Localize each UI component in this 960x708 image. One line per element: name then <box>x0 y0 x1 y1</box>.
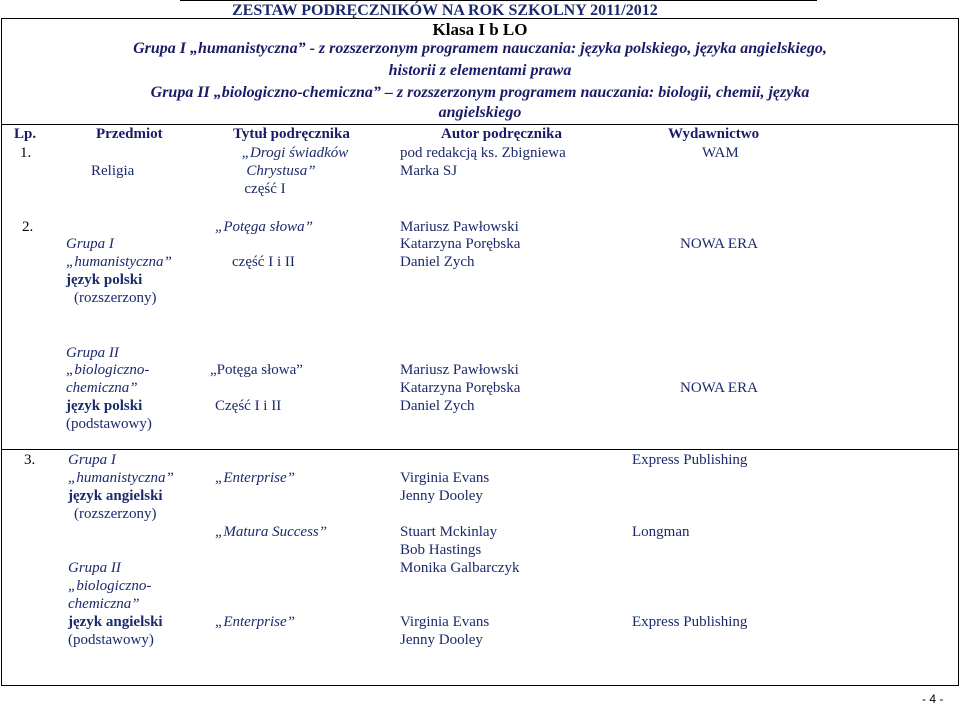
row2b-title-2: Część I i II <box>215 398 282 414</box>
row2-lp: 2. <box>22 219 34 235</box>
row3-author-3: Stuart Mckinlay <box>400 524 498 540</box>
row2b-author-2: Katarzyna Porębska <box>400 380 521 396</box>
row3-publisher-3: Express Publishing <box>632 614 748 630</box>
table-bottom-border <box>1 685 959 686</box>
row2-author-1: Mariusz Pawłowski <box>400 219 519 235</box>
row2b-author-3: Daniel Zych <box>400 398 475 414</box>
group2-description-cont: angielskiego <box>438 104 522 121</box>
row2-subject-2: „humanistyczna” <box>66 254 172 270</box>
row3-author-4: Bob Hastings <box>400 542 482 558</box>
column-header-title: Tytuł podręcznika <box>233 126 350 142</box>
row2b-publisher: NOWA ERA <box>680 380 758 396</box>
row2-title-2: część I i II <box>232 254 295 270</box>
row2-author-2: Katarzyna Porębska <box>400 236 521 252</box>
row3-publisher-1: Express Publishing <box>632 452 748 468</box>
row1-publisher: WAM <box>702 145 739 161</box>
row1-title-1: „Drogi świadków <box>241 145 349 161</box>
table-line-header <box>1 124 959 125</box>
row3-title-1: „Enterprise” <box>215 470 296 486</box>
group2-description: Grupa II „biologiczno-chemiczna” – z rozszerzonym programem nauczania: biologii, chemii, języka <box>150 84 810 101</box>
row2-subject-1: Grupa I <box>66 236 114 252</box>
row3-subject-8: język angielski <box>68 614 163 630</box>
row3-subject-3: język angielski <box>68 488 163 504</box>
table-top-border <box>180 0 817 1</box>
row3-title-3: „Enterprise” <box>215 614 296 630</box>
page-number: - 4 - <box>922 692 944 706</box>
group1-description-cont: historii z elementami prawa <box>388 62 572 79</box>
row3-author-1: Virginia Evans <box>400 470 490 486</box>
row2b-subject-1: Grupa II <box>66 345 119 361</box>
row3-lp: 3. <box>24 452 36 468</box>
row3-publisher-2: Longman <box>632 524 690 540</box>
row1-title-2: Chrystusa” <box>246 163 316 179</box>
row3-subject-4: (rozszerzony) <box>74 506 157 522</box>
column-header-publisher: Wydawnictwo <box>668 126 760 142</box>
row1-subject: Religia <box>91 163 135 179</box>
class-name: Klasa I b LO <box>432 20 528 39</box>
row2b-author-1: Mariusz Pawłowski <box>400 362 519 378</box>
row2b-subject-3: chemiczna” <box>66 380 138 396</box>
row2-title-1: „Potęga słowa” <box>215 219 313 235</box>
row3-subject-5: Grupa II <box>68 560 121 576</box>
document-title: ZESTAW PODRĘCZNIKÓW NA ROK SZKOLNY 2011/2012 <box>232 2 658 19</box>
row1-title-3: część I <box>244 181 286 197</box>
row3-subject-7: chemiczna” <box>68 596 140 612</box>
column-header-lp: Lp. <box>14 126 37 142</box>
column-header-author: Autor podręcznika <box>441 126 562 142</box>
group1-description: Grupa I „humanistyczna” - z rozszerzonym programem nauczania: języka polskiego, języka angielskiego, <box>133 40 827 57</box>
row3-author-6: Virginia Evans <box>400 614 490 630</box>
row2b-subject-2: „biologiczno- <box>66 362 150 378</box>
table-line-row3 <box>1 449 959 450</box>
row3-subject-1: Grupa I <box>68 452 116 468</box>
row1-author-1: pod redakcją ks. Zbigniewa <box>400 145 566 161</box>
row3-subject-2: „humanistyczna” <box>68 470 174 486</box>
row3-subject-6: „biologiczno- <box>68 578 152 594</box>
row1-author-2: Marka SJ <box>400 163 458 179</box>
row3-author-7: Jenny Dooley <box>400 632 483 648</box>
row1-lp: 1. <box>20 145 32 161</box>
row3-subject-9: (podstawowy) <box>68 632 154 648</box>
row2-subject-4: (rozszerzony) <box>74 290 157 306</box>
row2-publisher: NOWA ERA <box>680 236 758 252</box>
row2b-subject-5: (podstawowy) <box>66 416 152 432</box>
row3-author-5: Monika Galbarczyk <box>400 560 520 576</box>
row2-subject-3: język polski <box>66 272 143 288</box>
row2-author-3: Daniel Zych <box>400 254 475 270</box>
row2b-subject-4: język polski <box>66 398 143 414</box>
row2b-title-1: „Potęga słowa” <box>210 362 303 378</box>
row3-author-2: Jenny Dooley <box>400 488 483 504</box>
column-header-subject: Przedmiot <box>96 126 163 142</box>
row3-title-2: „Matura Success” <box>215 524 328 540</box>
